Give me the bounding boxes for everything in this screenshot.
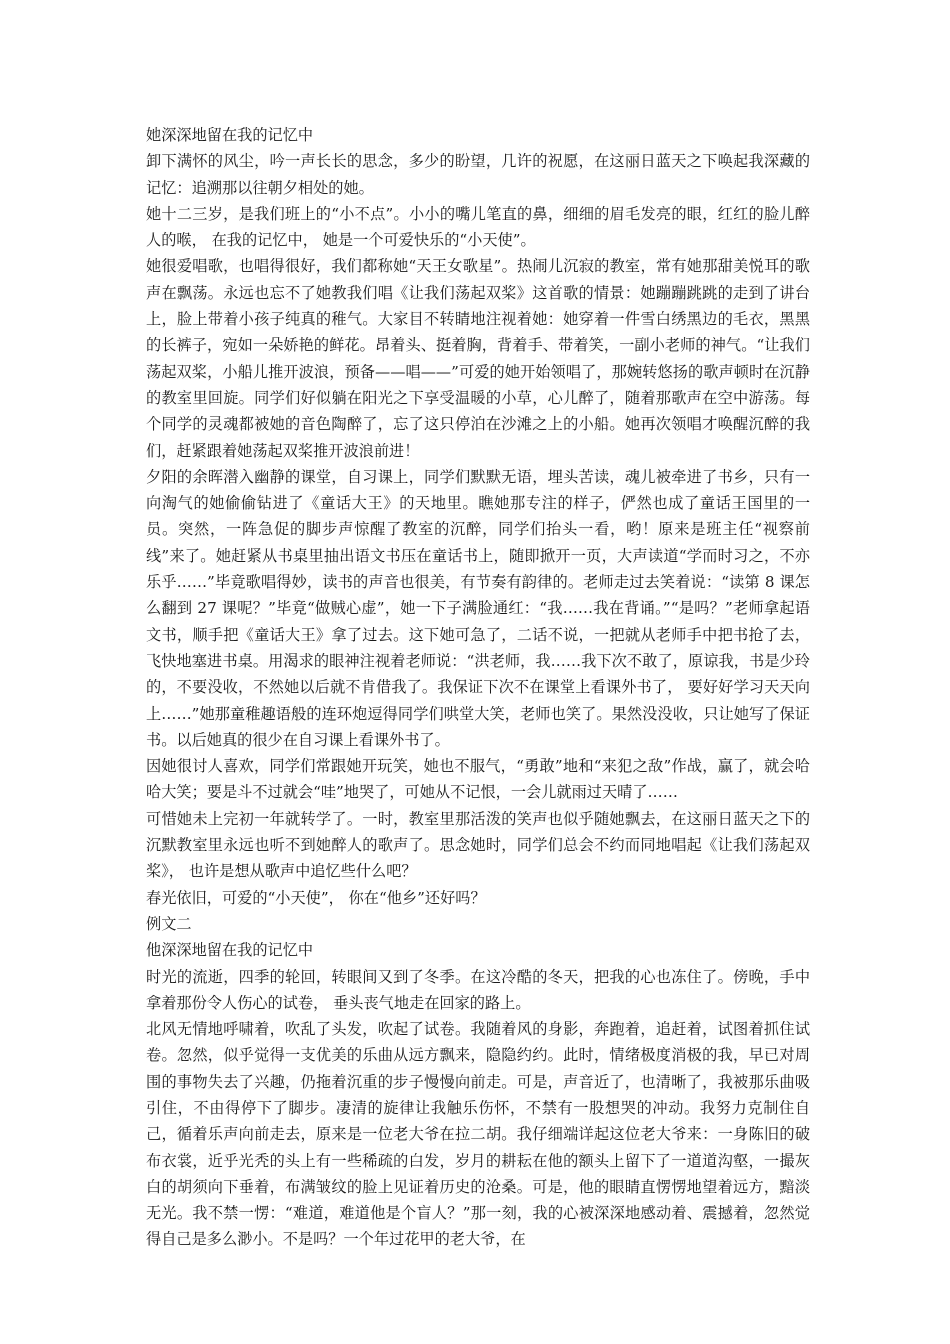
- paragraph: 她十二三岁，是我们班上的“小不点”。小小的嘴儿笔直的鼻，细细的眉毛发亮的眼，红红的脸儿醉人的喉， 在我的记忆中， 她是一个可爱快乐的“小天使”。: [146, 204, 810, 250]
- paragraph: 她很爱唱歌，也唱得很好，我们都称她“天王女歌星”。热闹儿沉寂的教室，常有她那甜美悦耳的歌声在飘荡。永远也忘不了她教我们唱《让我们荡起双桨》这首歌的情景：她蹦蹦跳跳的走到了讲台上，脸上带着小孩子纯真的稚气。大家目不转睛地注视着她：她穿着一件雪白绣黑边的毛衣，黑黑的长裤子，宛如一朵娇艳的鲜花。昂着头、挺着胸，背着手、带着笑，一副小老师的神气。“让我们荡起双桨，小船儿推开波浪，预备——唱——”可爱的她开始领唱了，那婉转悠扬的歌声顿时在沉静的教室里回旋。同学们好似躺在阳光之下享受温暖的小草，心儿醉了，随着那歌声在空中游荡。每个同学的灵魂都被她的音色陶醉了，忘了这只停泊在沙滩之上的小船。她再次领唱才唤醒沉醉的我们，赶紧跟着她荡起双桨推开波浪前进！: [146, 257, 810, 460]
- section-heading: 例文二: [146, 914, 192, 933]
- paragraph: 可惜她未上完初一年就转学了。一时，教室里那活泼的笑声也似乎随她飘去，在这丽日蓝天之下的沉默教室里永远也听不到她醉人的歌声了。思念她时，同学们总会不约而同地唱起《让我们荡起双桨》， 也许是想从歌声中追忆些什么吧？: [146, 809, 810, 881]
- paragraph: 因她很讨人喜欢，同学们常跟她开玩笑，她也不服气，“勇敢”地和“来犯之敌”作战，赢了，就会哈哈大笑；要是斗不过就会“哇”地哭了，可她从不记恨，一会儿就雨过天晴了……: [146, 757, 810, 802]
- paragraph: 卸下满怀的风尘，吟一声长长的思念，多少的盼望，几许的祝愿，在这丽日蓝天之下唤起我深藏的记忆：追溯那以往朝夕相处的她。: [146, 152, 810, 197]
- paragraph: 北风无情地呼啸着，吹乱了头发，吹起了试卷。我随着风的身影，奔跑着，追赶着，试图着抓住试卷。忽然，似乎觉得一支优美的乐曲从远方飘来，隐隐约约。此时，情绪极度消极的我，早已对周围的事物失去了兴趣，仍拖着沉重的步子慢慢向前走。可是，声音近了，也清晰了，我被那乐曲吸引住，不由得停下了脚步。凄清的旋律让我触乐伤怀，不禁有一股想哭的冲动。我努力克制住自己，循着乐声向前走去，原来是一位老大爷在拉二胡。我仔细端详起这位老大爷来：一身陈旧的破布衣裳，近乎光秃的头上有一些稀疏的白发，岁月的耕耘在他的额头上留下了一道道沟壑，一撮灰白的胡须向下垂着，布满皱纹的脸上见证着历史的沧桑。可是，他的眼睛直愣愣地望着远方，黯淡无光。我不禁一愣：“难道，难道他是个盲人？”那一刻，我的心被深深地感动着、震撼着，忽然觉得自己是多么渺小。不是吗？一个年过花甲的老大爷，在: [146, 1020, 810, 1249]
- paragraph: 春光依旧，可爱的“小天使”， 你在“他乡”还好吗？: [146, 888, 486, 907]
- essay-title: 他深深地留在我的记忆中: [146, 941, 314, 960]
- essay-title: 她深深地留在我的记忆中: [146, 126, 314, 144]
- paragraph: 夕阳的余晖潜入幽静的课堂，自习课上，同学们默默无语，埋头苦读，魂儿被牵进了书乡，只有一向淘气的她偷偷钻进了《童话大王》的天地里。瞧她那专注的样子，俨然也成了童话王国里的一员。突然，一阵急促的脚步声惊醒了教室的沉醉，同学们抬头一看，哟！原来是班主任“视察前线”来了。她赶紧从书桌里抽出语文书压在童话书上，随即掀开一页，大声读道“学而时习之，不亦乐乎……”毕竟歌唱得妙，读书的声音也很美，有节奏有韵律的。老师走过去笑着说：“读第 8 课怎么翻到 27 课呢？”毕竟“做贼心虚”，她一下子满脸通红：“我……我在背诵。”“是吗？”老师拿起语文书，顺手把《童话大王》拿了过去。这下她可急了，二话不说，一把就从老师手中把书抢了去，飞快地塞进书桌。用渴求的眼神注视着老师说：“洪老师，我……我下次不敢了，原谅我，书是少玲的，不要没收，不然她以后就不肯借我了。我保证下次不在课堂上看课外书了， 要好好学习天天向上……”她那童稚趣语般的连环炮逗得同学们哄堂大笑，老师也笑了。果然没没收，只让她写了保证书。以后她真的很少在自习课上看课外书了。: [146, 467, 810, 749]
- document-page: [146, 122, 810, 1253]
- paragraph: 时光的流逝，四季的轮回，转眼间又到了冬季。在这冷酷的冬天，把我的心也冻住了。傍晚，手中拿着那份令人伤心的试卷， 垂头丧气地走在回家的路上。: [146, 967, 810, 1012]
